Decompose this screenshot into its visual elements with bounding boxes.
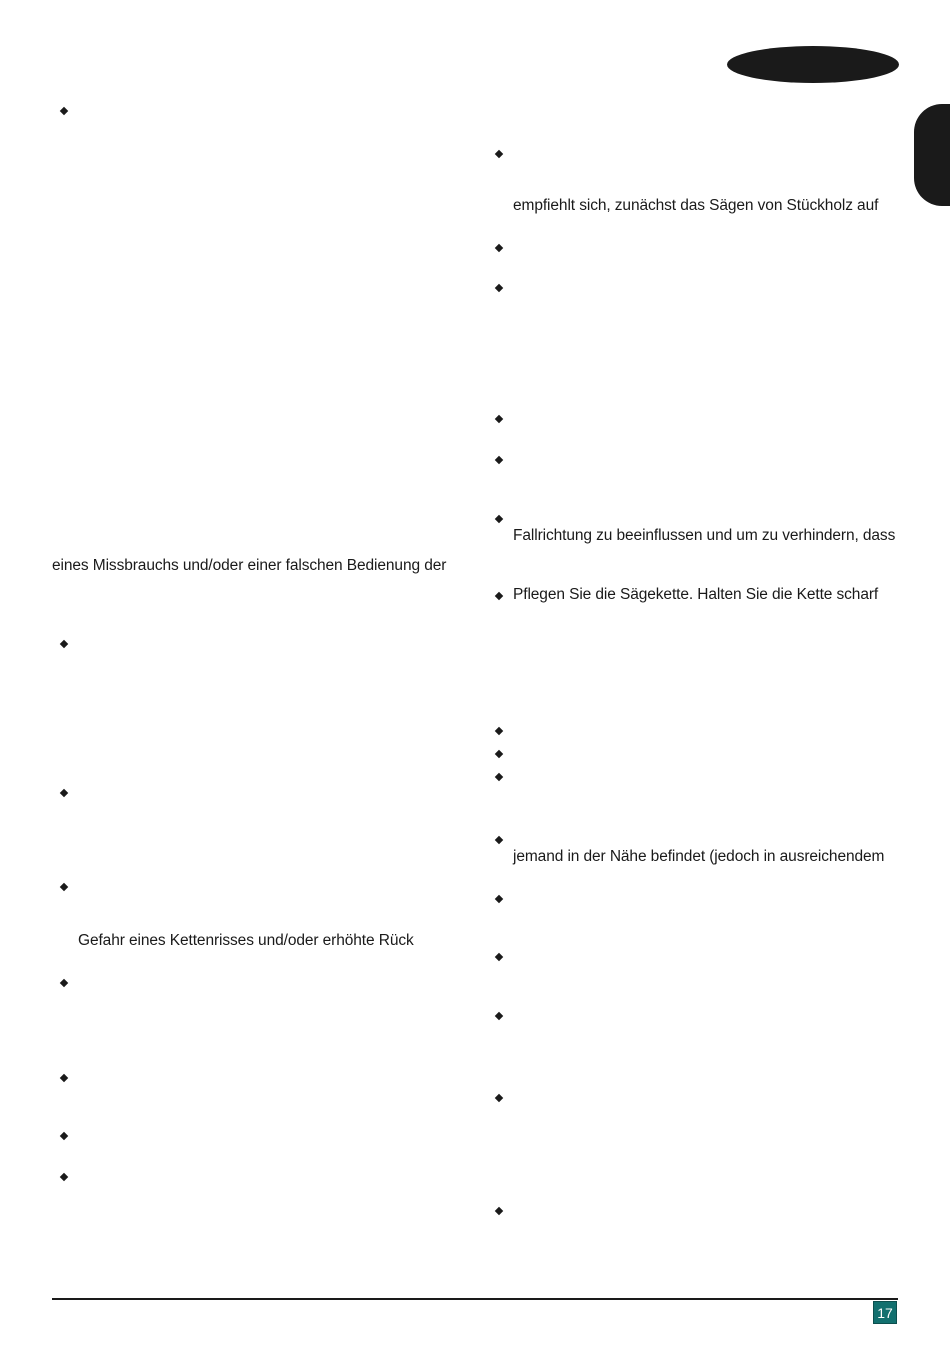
bullet-icon — [60, 979, 68, 987]
page-number: 17 — [873, 1301, 897, 1324]
bullet-icon — [60, 640, 68, 648]
bullet-icon — [495, 284, 503, 292]
bullet-icon — [60, 107, 68, 115]
bullet-icon — [495, 592, 503, 600]
bullet-icon — [495, 1094, 503, 1102]
bullet-icon — [495, 836, 503, 844]
bullet-icon — [495, 150, 503, 158]
body-text-line: empfiehlt sich, zunächst das Sägen von Stückholz auf — [513, 197, 879, 214]
body-text-line: Gefahr eines Kettenrisses und/oder erhöhte Rück — [78, 932, 414, 949]
bullet-icon — [495, 456, 503, 464]
bullet-icon — [495, 1207, 503, 1215]
bullet-icon — [495, 895, 503, 903]
bullet-icon — [495, 750, 503, 758]
bullet-icon — [495, 727, 503, 735]
body-text-line: jemand in der Nähe befindet (jedoch in ausreichendem — [513, 848, 885, 865]
bullet-icon — [495, 244, 503, 252]
bullet-icon — [60, 883, 68, 891]
bullet-icon — [495, 1012, 503, 1020]
bullet-icon — [60, 789, 68, 797]
bullet-icon — [495, 515, 503, 523]
bullet-icon — [495, 773, 503, 781]
section-tab — [914, 104, 950, 206]
footer-divider — [52, 1298, 898, 1300]
body-text-line: Pflegen Sie die Sägekette. Halten Sie die Kette scharf — [513, 586, 879, 603]
bullet-icon — [495, 415, 503, 423]
bullet-icon — [495, 953, 503, 961]
bullet-icon — [60, 1173, 68, 1181]
body-text-line: Fallrichtung zu beeinflussen und um zu verhindern, dass — [513, 527, 896, 544]
bullet-icon — [60, 1074, 68, 1082]
body-text-line: eines Missbrauchs und/oder einer falschen Bedienung der — [52, 557, 447, 574]
language-badge — [727, 46, 899, 83]
bullet-icon — [60, 1132, 68, 1140]
